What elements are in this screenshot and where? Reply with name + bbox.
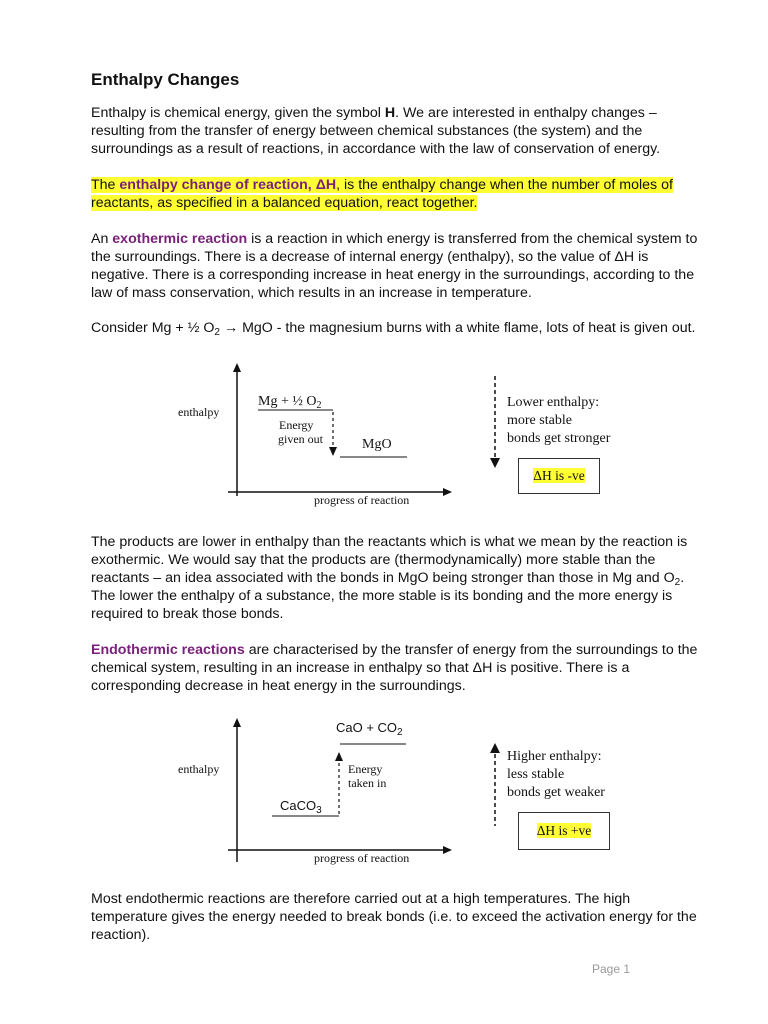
note-line: more stable bbox=[507, 413, 572, 428]
term-exothermic: exothermic reaction bbox=[112, 231, 248, 247]
text-run: Consider Mg + ½ O bbox=[91, 320, 215, 336]
text-run: The products are lower in enthalpy than the reactants which is what we mean by the reaction is exothermic. We would say that the products are (thermodynamically) more stable than the reactants – an idea associated with the bonds in MgO being stronger than those in Mg and O bbox=[91, 534, 688, 586]
reactant-label bbox=[258, 394, 321, 410]
text-run: . We are interested in enthalpy changes – resulting from the transfer of energy between chemical substances (the system) and the surroundings as a result of reactions, in accordance with the law of conservation of energy. bbox=[91, 105, 661, 157]
endothermic-diagram bbox=[0, 712, 768, 872]
higher-enthalpy-note bbox=[507, 748, 605, 802]
down-arrow-icon bbox=[490, 458, 500, 468]
symbol-h: H bbox=[384, 105, 396, 121]
energy-line-2: taken in bbox=[348, 776, 387, 790]
subscript: 2 bbox=[674, 577, 681, 588]
page-title: Enthalpy Changes bbox=[91, 70, 240, 89]
delta-h-positive-box bbox=[518, 812, 610, 850]
delta-h-positive-text: ΔH is +ve bbox=[536, 823, 592, 838]
up-arrowhead bbox=[335, 752, 343, 761]
highlighted-definition bbox=[91, 177, 673, 211]
text-run: The bbox=[91, 177, 120, 193]
subscript: 3 bbox=[316, 805, 322, 816]
paragraph-magnesium-example bbox=[91, 319, 701, 337]
paragraph-endothermic bbox=[91, 641, 701, 695]
text-run: , is the enthalpy change when the number of moles of reactants, as specified in a balanced equation, react together. bbox=[91, 177, 673, 211]
delta-h-negative-text: ΔH is -ve bbox=[533, 468, 585, 483]
y-axis-arrowhead bbox=[233, 718, 241, 727]
text-run: are characterised by the transfer of energy from the surroundings to the chemical system, resulting in an increase in enthalpy so that ΔH is positive. There is a corresponding decrease in heat energy in the surroundings. bbox=[91, 642, 698, 694]
reactant-label bbox=[280, 798, 322, 816]
note-line: Lower enthalpy: bbox=[507, 395, 600, 410]
y-axis-arrowhead bbox=[233, 363, 241, 372]
paragraph-enthalpy-definition bbox=[91, 104, 701, 158]
energy-line-1: Energy bbox=[348, 762, 383, 776]
arrow-icon: → bbox=[223, 320, 239, 336]
text-run: is a reaction in which energy is transferred from the chemical system to the surroundings. There is a decrease of internal energy (enthalpy), so the value of ΔH is negative. There is a corresponding increase in heat energy in the surroundings, according to the law of mass conservation, which results in an increase in temperature. bbox=[91, 231, 698, 301]
x-axis-label: progress of reaction bbox=[314, 851, 410, 865]
paragraph-exothermic bbox=[91, 230, 701, 302]
paragraph-enthalpy-change-definition bbox=[91, 176, 701, 212]
energy-line-1: Energy bbox=[279, 418, 314, 432]
product-label: MgO bbox=[362, 437, 392, 452]
energy-label bbox=[278, 418, 323, 446]
up-arrow-icon bbox=[490, 743, 500, 753]
page-number: Page 1 bbox=[592, 962, 631, 976]
x-axis-arrowhead bbox=[443, 488, 452, 496]
down-arrowhead bbox=[329, 447, 337, 456]
text-run: MgO - the magnesium burns with a white flame, lots of heat is given out. bbox=[238, 320, 696, 336]
y-axis-label: enthalpy bbox=[178, 405, 220, 419]
lower-enthalpy-note bbox=[507, 394, 610, 448]
subscript: 2 bbox=[316, 400, 322, 411]
text-run: Mg + ½ O bbox=[258, 394, 317, 409]
subscript: 2 bbox=[214, 327, 220, 338]
x-axis-label: progress of reaction bbox=[314, 493, 410, 507]
delta-h-negative-box bbox=[518, 458, 600, 494]
exothermic-diagram bbox=[0, 360, 768, 520]
text-run: Enthalpy is chemical energy, given the symbol bbox=[91, 105, 385, 121]
endothermic-diagram-lines bbox=[0, 712, 768, 872]
term-enthalpy-change: enthalpy change of reaction, ΔH bbox=[119, 177, 337, 193]
x-axis-arrowhead bbox=[443, 846, 452, 854]
term-endothermic: Endothermic reactions bbox=[91, 642, 245, 658]
note-line: Higher enthalpy: bbox=[507, 749, 602, 764]
note-line: less stable bbox=[507, 767, 565, 782]
text-run: . The lower the enthalpy of a substance, the more stable is its bonding and the more energy is required to break those bonds. bbox=[91, 570, 685, 622]
note-line: bonds get stronger bbox=[507, 431, 611, 446]
y-axis-label: enthalpy bbox=[178, 762, 220, 776]
paragraph-high-temperatures: Most endothermic reactions are therefore carried out at a high temperatures. The high temperature gives the energy needed to break bonds (i.e. to exceed the activation energy for the reaction). bbox=[91, 891, 697, 943]
text-run: CaCO bbox=[280, 798, 317, 813]
note-line: bonds get weaker bbox=[507, 785, 605, 800]
product-label bbox=[336, 720, 403, 738]
text-run: CaO + CO bbox=[336, 720, 398, 735]
text-run: An bbox=[91, 231, 113, 247]
subscript: 2 bbox=[397, 727, 403, 738]
paragraph-products-lower bbox=[91, 533, 701, 623]
energy-label bbox=[348, 762, 386, 790]
energy-line-2: given out bbox=[278, 432, 323, 446]
